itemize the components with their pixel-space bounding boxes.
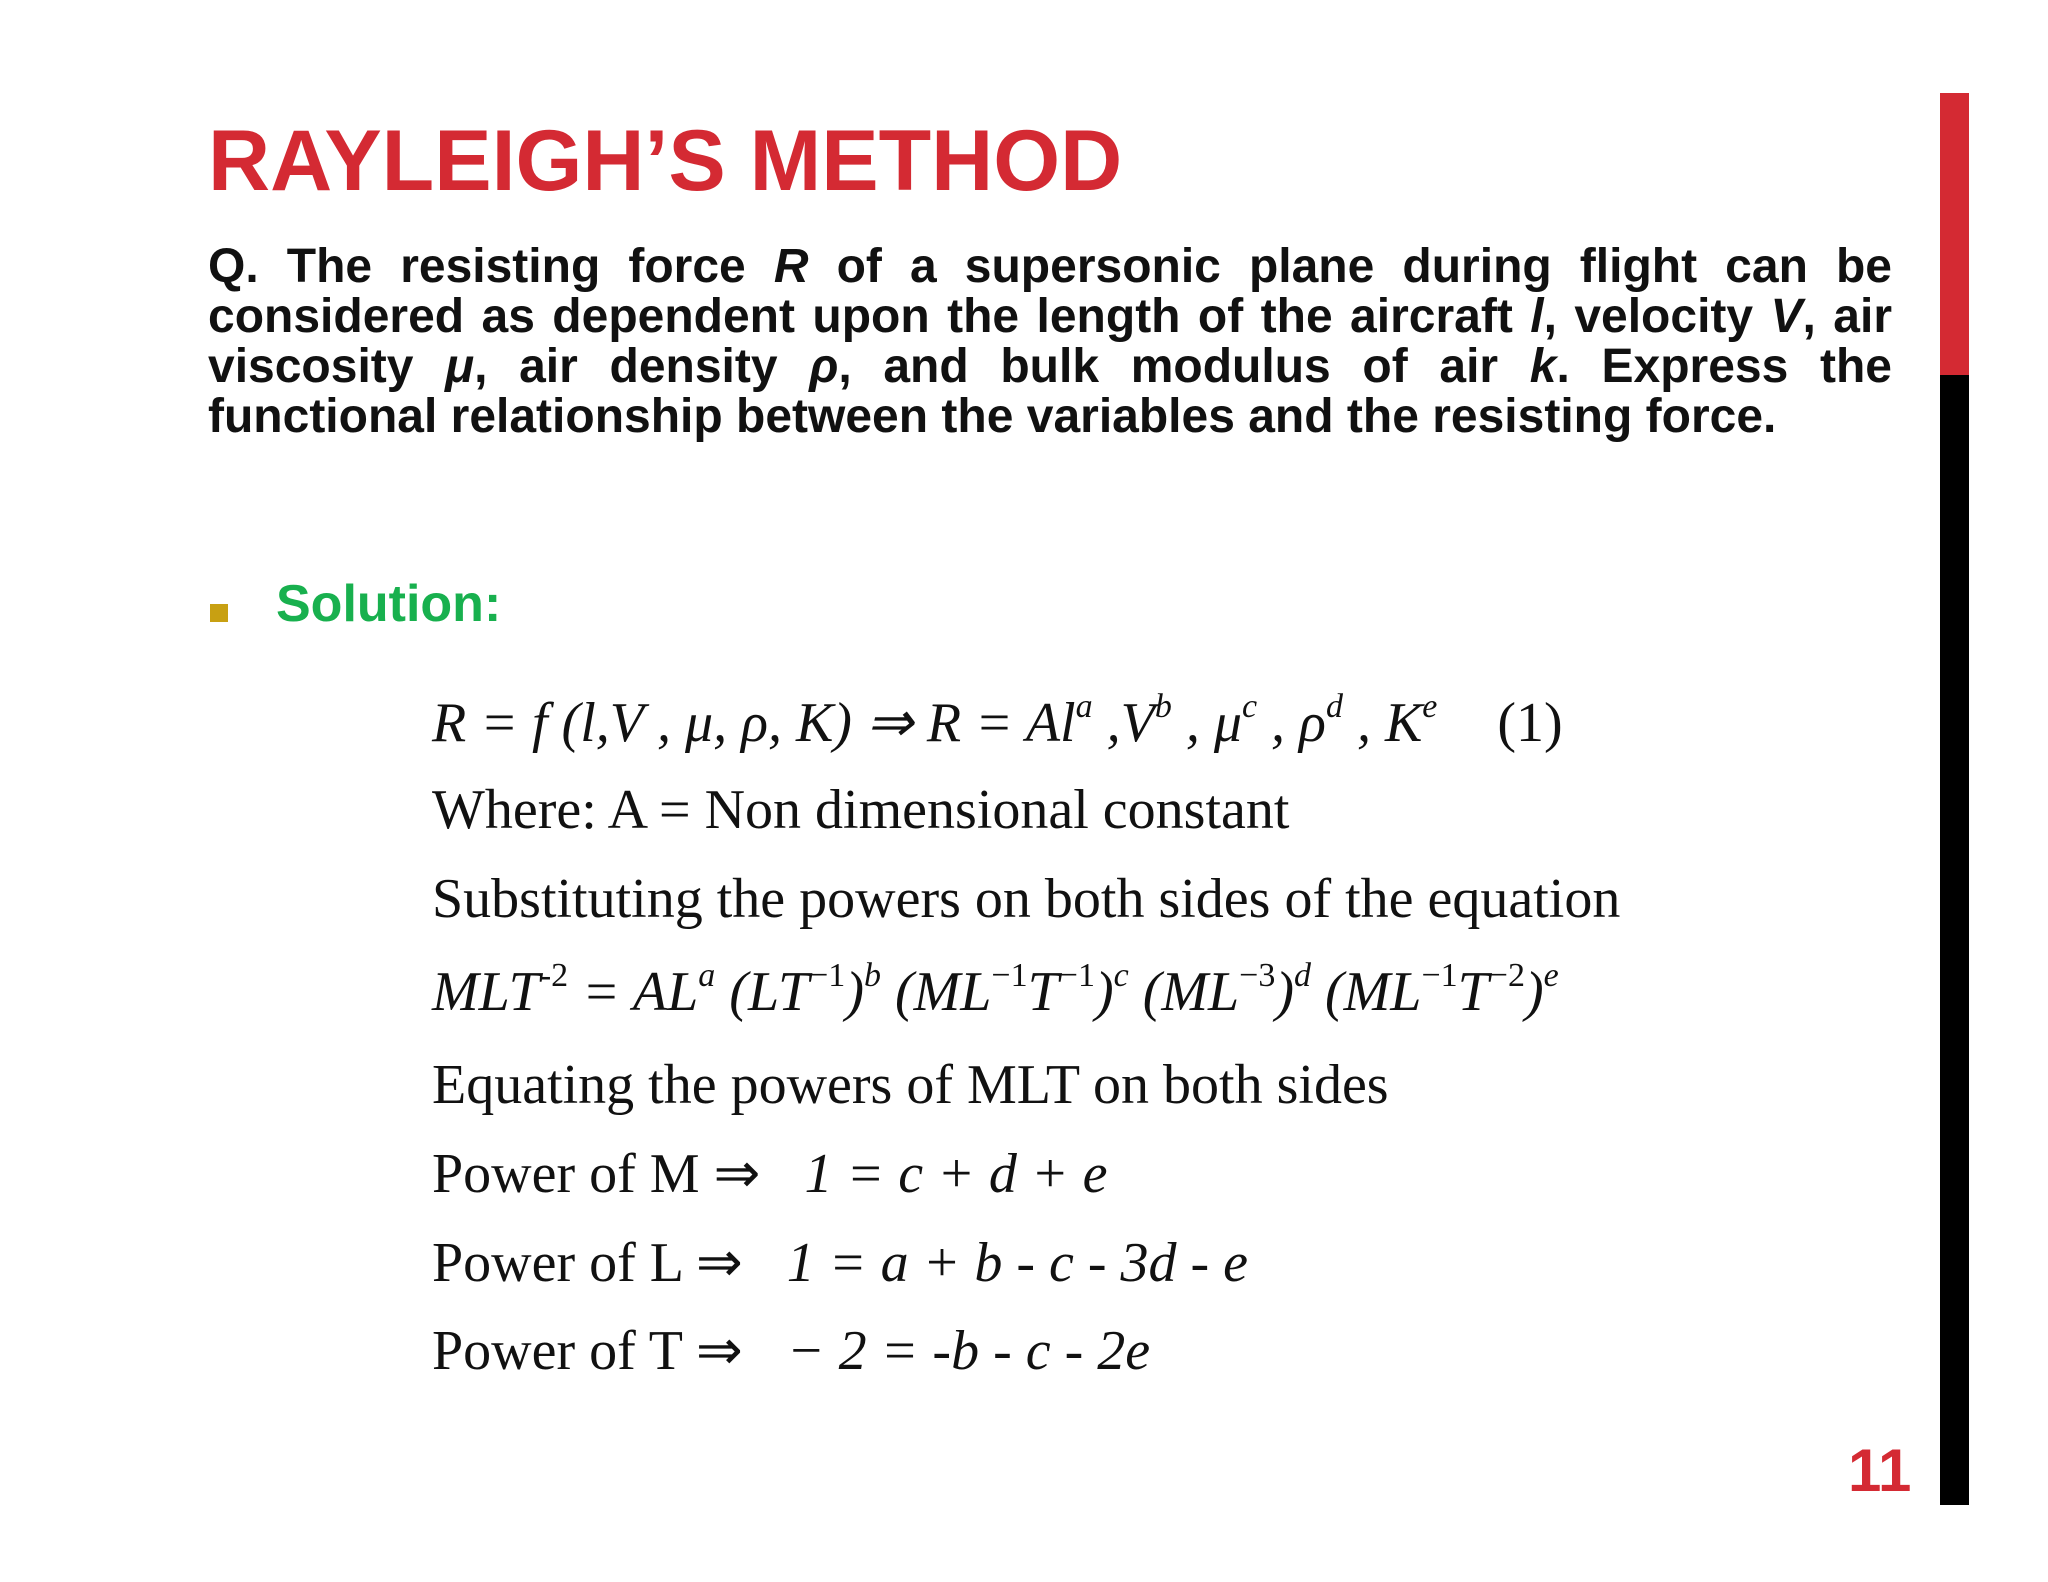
solution-label: Solution: xyxy=(276,575,502,633)
side-accent-bar-red xyxy=(1940,93,1969,375)
page-number: 11 xyxy=(1848,1437,1912,1504)
where-line: Where: A = Non dimensional constant xyxy=(432,779,1290,841)
power-of-l-line: Power of L ⇒ 1 = a + b - c - 3d - e xyxy=(432,1232,1249,1294)
power-of-t-line: Power of T ⇒ − 2 = -b - c - 2e xyxy=(432,1320,1151,1382)
power-of-m-line: Power of M ⇒ 1 = c + d + e xyxy=(432,1143,1108,1205)
substituting-line: Substituting the powers on both sides of the equation xyxy=(432,868,1621,930)
question-text: Q. The resisting force R of a supersonic plane during flight can be considered as dependent upon the length of the aircraft l, velocity V, air viscosity μ, air density ρ, and bulk modulus of air k. Express the functional relationship between the variables and the resisting force. xyxy=(208,240,1892,443)
side-accent-bar-black xyxy=(1940,375,1969,1505)
bullet-square-icon xyxy=(210,604,228,622)
equation-1: R = f (l,V , μ, ρ, K) ⇒ $R = Al^a$ $,V^b$ , $\mu^c$ , $\rho^d$ , $K^e$ (1) xyxy=(432,688,1563,754)
slide-title: RAYLEIGH’S METHOD xyxy=(208,113,1123,209)
equating-line: Equating the powers of MLT on both sides xyxy=(432,1054,1389,1116)
dimensional-equation: $MLT^{-2} = AL^a$ $(LT^{-1})^b$ $(ML^{-1}T^{-1})^c$ $(ML^{-3})^d$ $(ML^{-1}T^{-2})^e$ xyxy=(432,957,1559,1023)
equation-number: (1) xyxy=(1497,692,1563,754)
